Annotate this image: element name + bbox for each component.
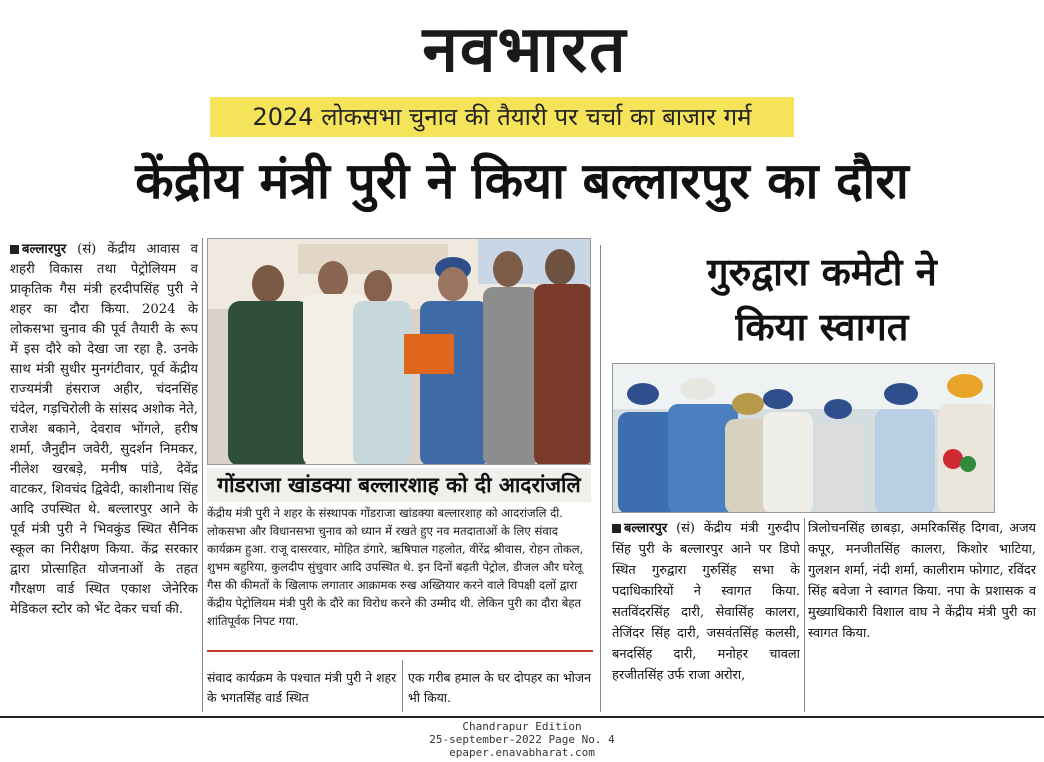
sub-story-continued-1: संवाद कार्यक्रम के पश्चात मंत्री पुरी ने शहर के भगतसिंह वार्ड स्थित (207, 670, 397, 705)
masthead-logo: नवभारत (422, 13, 628, 87)
dateline: बल्लारपुर (624, 521, 668, 536)
story-text: (सं) केंद्रीय मंत्री गुरुदीप सिंह पुरी के बल्लारपुर आने पर डिपो स्थित गुरुद्वारा गुरुसिंह सभा के पदाधिकारियों ने स्वागत किया. सतविंदरसिंह दारी, सेवासिंह कालरा, तेजिंदर सिंह दारी, जसवंतसिंह कलसी, बनदसिंह दारी, मनोहर चावला हरजीतसिंह उर्फ राजा अरोरा, (612, 521, 800, 683)
kicker-strap: 2024 लोकसभा चुनाव की तैयारी पर चर्चा का बाजार गर्म (210, 97, 794, 137)
column-rule (402, 660, 403, 712)
left-column-story (10, 240, 198, 712)
footer-date-page: 25-september-2022 Page No. 4 (429, 733, 615, 746)
gurudwara-headline (612, 245, 1032, 361)
gurudwara-photo (612, 363, 995, 513)
footer-site[interactable]: epaper.enavabharat.com (449, 746, 595, 759)
column-rule (600, 245, 601, 712)
section-divider (207, 650, 593, 652)
sub-story-continued-2: एक गरीब हमाल के घर दोपहर का भोजन भी किया. (408, 670, 591, 705)
gurudwara-headline-line1: गुरुद्वारा कमेटी ने (707, 250, 937, 294)
page-footer (0, 720, 1044, 759)
gurudwara-story-col2: त्रिलोचनसिंह छाबड़ा, अमरिकसिंह दिगवा, अजय कपूर, मनजीतसिंह कालरा, किशोर भाटिया, गुलशन शर्मा, नंदी शर्मा, कालीराम फोगाट, रविंदर सिंह बवेजा ने स्वागत किया. नपा के प्रशासक व मुख्याधिकारी विशाल वाघ ने केंद्रीय मंत्री पुरी का स्वागत किया. (808, 521, 1036, 641)
bullet-icon (10, 245, 19, 254)
column-rule (202, 238, 203, 712)
sub-story-headline: गोंडराजा खांडक्या बल्लारशाह को दी आदरांजलि (207, 468, 591, 502)
gurudwara-headline-line2: किया स्वागत (735, 305, 909, 349)
gurudwara-story-col1 (612, 518, 800, 710)
story-text: (सं) केंद्रीय आवास व शहरी विकास तथा पेट्रोलियम व प्राकृतिक गैस मंत्री हरदीपसिंह पुरी ने शहर का दौरा किया. 2024 के लोकसभा चुनाव की पूर्व तैयारी के रूप में इस दौरे को देखा जा रहा है. उनके साथ मंत्री सुधीर मुनगंटीवार, पूर्व केंद्रीय राज्यमंत्री हंसराज अहीर, चंदनसिंह चंदेल, गड़चिरोली के सांसद अशोक नेते, राजेश बकाने, देवराव भोंगले, हरीष शर्मा, जैनुद्दीन जवेरी, सुदर्शन निमकर, नीलेश खरबड़े, मनीष पांडे, देवेंद्र वाटकर, शिवचंद द्विवेदी, काशीनाथ सिंह आदि उपस्थित थे. बल्लारपुर आने के पूर्व मंत्री पुरी ने भिवकुंड स्थित सैनिक स्कूल का निरीक्षण किया. केंद्र सरकार द्वारा प्रोत्साहित योजनाओं के तहत गौरक्षण वार्ड स्थित एकाश जेनेरिक मेडिकल स्टोर को भेंट देकर चर्चा की. (10, 242, 198, 617)
footer-edition: Chandrapur Edition (462, 720, 582, 733)
column-rule (804, 518, 805, 712)
page-bottom-rule (0, 716, 1044, 718)
sub-story-text: केंद्रीय मंत्री पुरी ने शहर के संस्थापक गोंडराजा खांडक्या बल्लारशाह को आदरांजलि दी. लोकसभा और विधानसभा चुनाव को ध्यान में रखते हुए नव मतदाताओं के लिए संवाद कार्यक्रम हुआ. राजू दासरवार, मोहित डंगारे, ऋषिपाल गहलोत, वीरेंद्र श्रीवास, रोहन तोकल, शुभम बहुरिया, कुलदीप सुंचुवार आदि उपस्थित थे. इन दिनों बढ़ती पेट्रोल, डीजल और घरेलू गैस की कीमतों के खिलाफ लगातार आक्रामक रुख अख्तियार करने वाले विपक्षी दलों द्वारा केंद्रीय पेट्रोलियम मंत्री पुरी के दौरे का विरोध करने की उम्मीद थी. लेकिन पुरी का दौरा बेहत शांतिपूर्वक निपट गया. (207, 506, 584, 628)
dateline: बल्लारपुर (22, 242, 67, 257)
bullet-icon (612, 524, 621, 533)
main-news-photo (207, 238, 591, 465)
main-headline: केंद्रीय मंत्री पुरी ने किया बल्लारपुर का दौरा (135, 152, 909, 210)
